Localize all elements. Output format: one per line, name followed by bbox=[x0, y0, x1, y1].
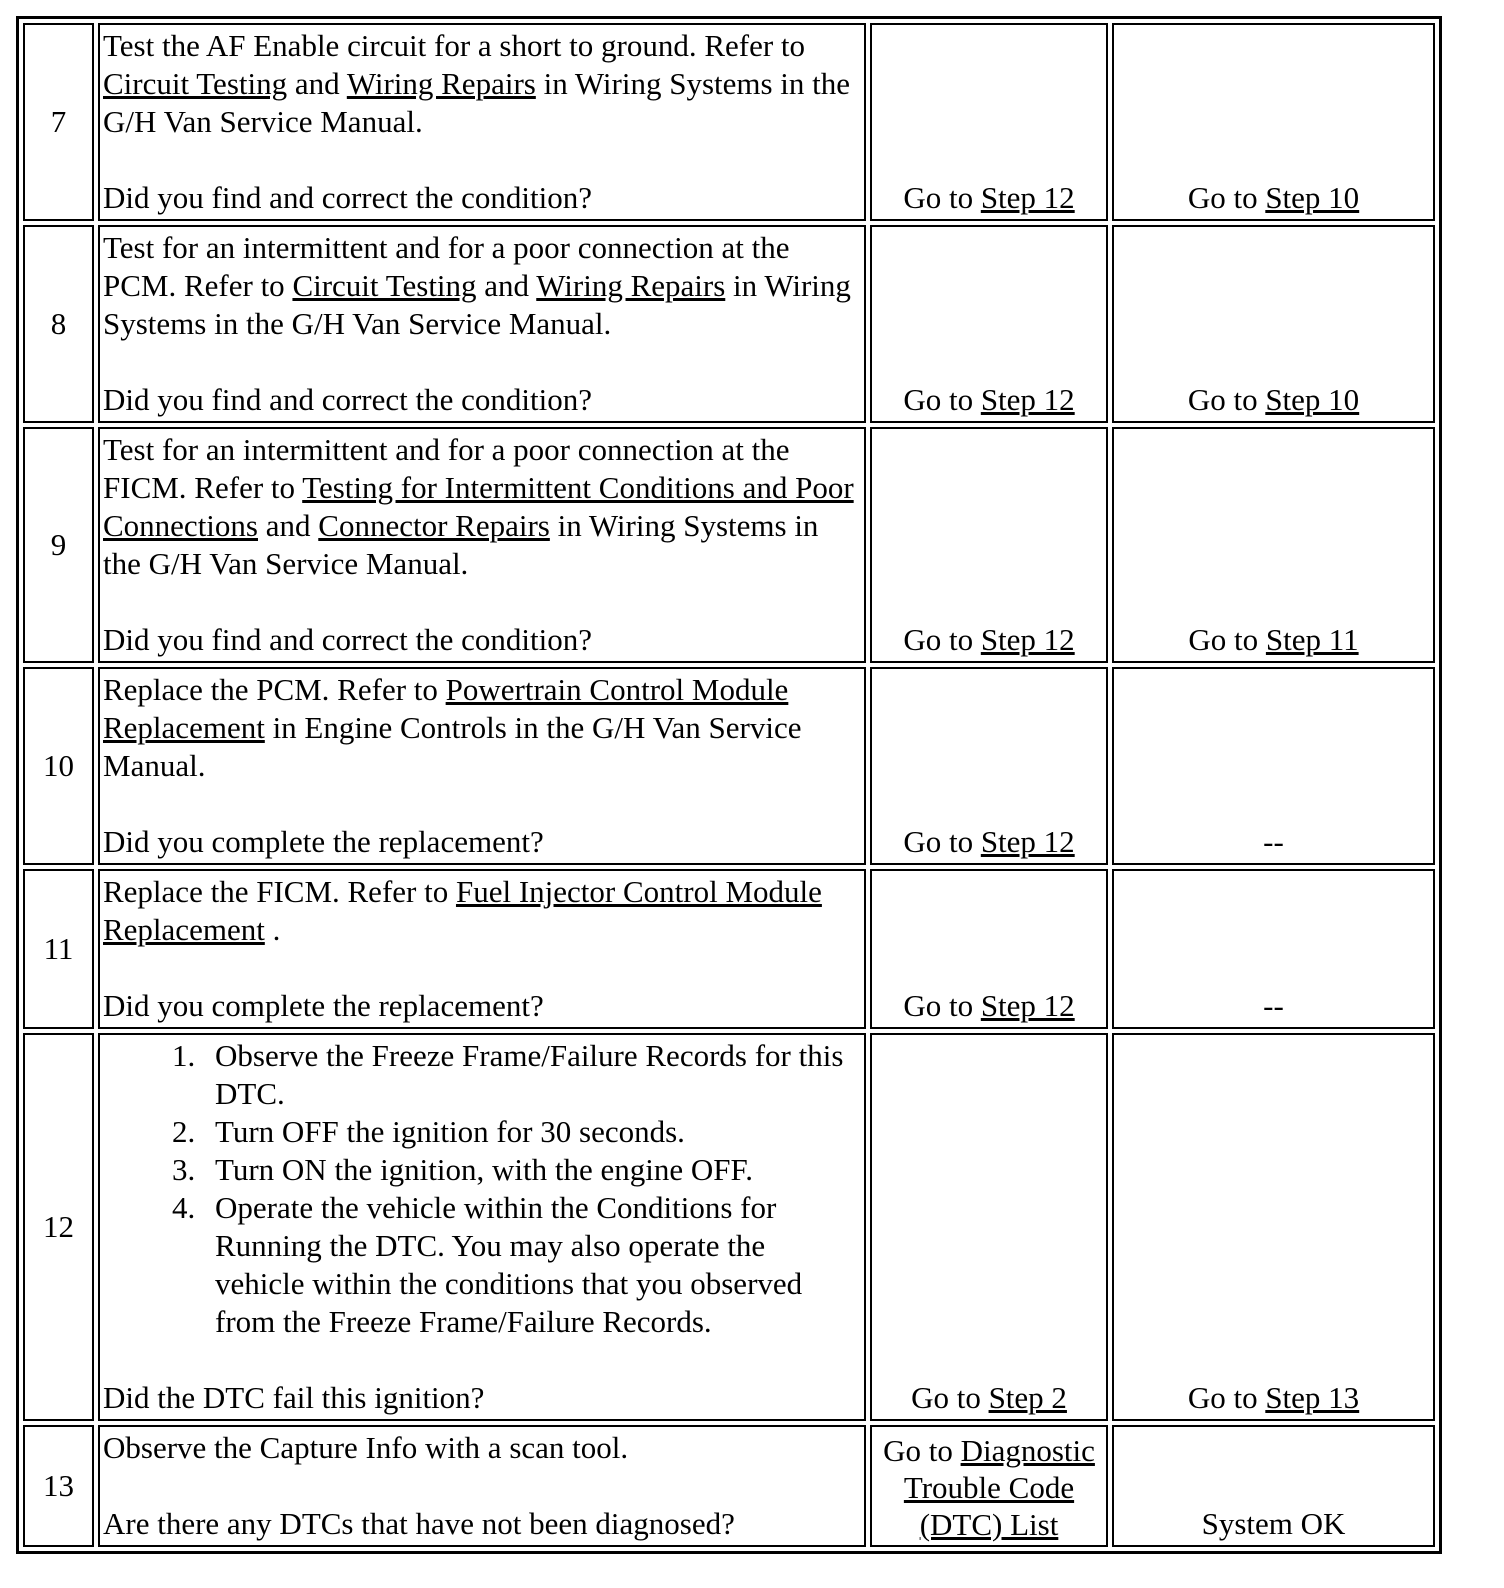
action-text: Replace the FICM. Refer to bbox=[103, 874, 456, 909]
action-text: Test the AF Enable circuit for a short to ground. Refer to bbox=[103, 28, 806, 63]
table-row bbox=[23, 1425, 1435, 1547]
action-text: in Wiring Systems in the G/H Van Service Manual. bbox=[103, 508, 819, 581]
no-result bbox=[1112, 225, 1435, 423]
yes-result bbox=[870, 225, 1108, 423]
no-result bbox=[1112, 1033, 1435, 1421]
action-text: and bbox=[476, 268, 537, 303]
step-action bbox=[98, 225, 866, 423]
action-text: Test for an intermittent and for a poor connection at the FICM. Refer to bbox=[103, 432, 790, 505]
goto-text: Go to bbox=[1187, 180, 1266, 215]
step-action bbox=[98, 23, 866, 221]
goto-step-link[interactable]: Step 12 bbox=[980, 180, 1075, 215]
step-number: 9 bbox=[23, 427, 94, 663]
yes-result bbox=[870, 869, 1108, 1029]
action-text: in Wiring Systems in the G/H Van Service Manual. bbox=[103, 66, 851, 139]
list-item: 2. Turn OFF the ignition for 30 seconds. bbox=[203, 1113, 861, 1151]
yes-result bbox=[870, 1425, 1108, 1547]
step-question: Did you complete the replacement? bbox=[103, 988, 544, 1023]
goto-text: Go to bbox=[1188, 622, 1266, 657]
yes-result bbox=[870, 1033, 1108, 1421]
action-text: and bbox=[258, 508, 319, 543]
dtc-list-link[interactable]: Diagnostic Trouble Code (DTC) List bbox=[903, 1433, 1095, 1542]
circuit-testing-link[interactable]: Circuit Testing bbox=[103, 66, 288, 101]
step-question: Are there any DTCs that have not been diagnosed? bbox=[103, 1506, 735, 1541]
action-text: in Wiring Systems in the G/H Van Service Manual. bbox=[103, 268, 851, 341]
goto-text: Go to bbox=[1187, 382, 1266, 417]
table-row bbox=[23, 1033, 1435, 1421]
no-result: -- bbox=[1112, 869, 1435, 1029]
table-row bbox=[23, 667, 1435, 865]
goto-step-link[interactable]: Step 11 bbox=[1265, 622, 1359, 657]
step-number: 8 bbox=[23, 225, 94, 423]
yes-result bbox=[870, 427, 1108, 663]
goto-text: Go to bbox=[903, 824, 981, 859]
goto-step-link[interactable]: Step 10 bbox=[1265, 180, 1360, 215]
list-item: 3. Turn ON the ignition, with the engine OFF. bbox=[203, 1151, 861, 1189]
list-item: 1. Observe the Freeze Frame/Failure Records for this DTC. bbox=[203, 1037, 861, 1113]
no-result bbox=[1112, 427, 1435, 663]
diagnostic-steps-table bbox=[16, 16, 1442, 1554]
step-question: Did you find and correct the condition? bbox=[103, 180, 592, 215]
table-row bbox=[23, 427, 1435, 663]
step-action bbox=[98, 667, 866, 865]
goto-text: Go to bbox=[883, 1433, 961, 1468]
action-text: and bbox=[287, 66, 347, 101]
step-number: 12 bbox=[23, 1033, 94, 1421]
step-number: 7 bbox=[23, 23, 94, 221]
pcm-replacement-link[interactable]: Powertrain Control Module Replacement bbox=[103, 672, 789, 745]
goto-text: Go to bbox=[1187, 1380, 1266, 1415]
list-item: 4. Operate the vehicle within the Conditions for Running the DTC. You may also operate the vehicle within the conditions that you observed from the Freeze Frame/Failure Records. bbox=[203, 1189, 861, 1341]
action-text: . bbox=[264, 912, 281, 947]
goto-text: Go to bbox=[903, 622, 981, 657]
step-action bbox=[98, 427, 866, 663]
goto-step-link[interactable]: Step 2 bbox=[988, 1380, 1067, 1415]
action-text: Observe the Capture Info with a scan tool. bbox=[103, 1430, 629, 1465]
step-number: 10 bbox=[23, 667, 94, 865]
table-row bbox=[23, 23, 1435, 221]
step-question: Did you complete the replacement? bbox=[103, 824, 544, 859]
circuit-testing-link[interactable]: Circuit Testing bbox=[292, 268, 477, 303]
goto-step-link[interactable]: Step 13 bbox=[1265, 1380, 1360, 1415]
yes-result bbox=[870, 23, 1108, 221]
step-number: 11 bbox=[23, 869, 94, 1029]
step-action bbox=[98, 869, 866, 1029]
no-result: -- bbox=[1112, 667, 1435, 865]
action-text: Replace the PCM. Refer to bbox=[103, 672, 446, 707]
goto-step-link[interactable]: Step 12 bbox=[980, 622, 1075, 657]
step-action bbox=[98, 1425, 866, 1547]
wiring-repairs-link[interactable]: Wiring Repairs bbox=[536, 268, 726, 303]
goto-text: Go to bbox=[911, 1380, 989, 1415]
action-text: Test for an intermittent and for a poor connection at the PCM. Refer to bbox=[103, 230, 790, 303]
step-action bbox=[98, 1033, 866, 1421]
goto-step-link[interactable]: Step 12 bbox=[980, 382, 1075, 417]
table-row bbox=[23, 225, 1435, 423]
goto-text: Go to bbox=[903, 988, 981, 1023]
step-question: Did the DTC fail this ignition? bbox=[103, 1380, 485, 1415]
wiring-repairs-link[interactable]: Wiring Repairs bbox=[346, 66, 536, 101]
step-question: Did you find and correct the condition? bbox=[103, 382, 592, 417]
step-question: Did you find and correct the condition? bbox=[103, 622, 592, 657]
goto-text: Go to bbox=[903, 180, 981, 215]
goto-step-link[interactable]: Step 10 bbox=[1265, 382, 1360, 417]
intermittent-conditions-link[interactable]: Testing for Intermittent Conditions and Poor Connections bbox=[103, 470, 854, 543]
goto-step-link[interactable]: Step 12 bbox=[980, 824, 1075, 859]
no-result bbox=[1112, 23, 1435, 221]
goto-step-link[interactable]: Step 12 bbox=[980, 988, 1075, 1023]
table-row bbox=[23, 869, 1435, 1029]
ficm-replacement-link[interactable]: Fuel Injector Control Module Replacement bbox=[103, 874, 822, 947]
step-number: 13 bbox=[23, 1425, 94, 1547]
no-result: System OK bbox=[1112, 1425, 1435, 1547]
connector-repairs-link[interactable]: Connector Repairs bbox=[318, 508, 550, 543]
action-text: in Engine Controls in the G/H Van Service Manual. bbox=[103, 710, 802, 783]
procedure-list bbox=[103, 1037, 861, 1341]
yes-result bbox=[870, 667, 1108, 865]
goto-text: Go to bbox=[903, 382, 981, 417]
